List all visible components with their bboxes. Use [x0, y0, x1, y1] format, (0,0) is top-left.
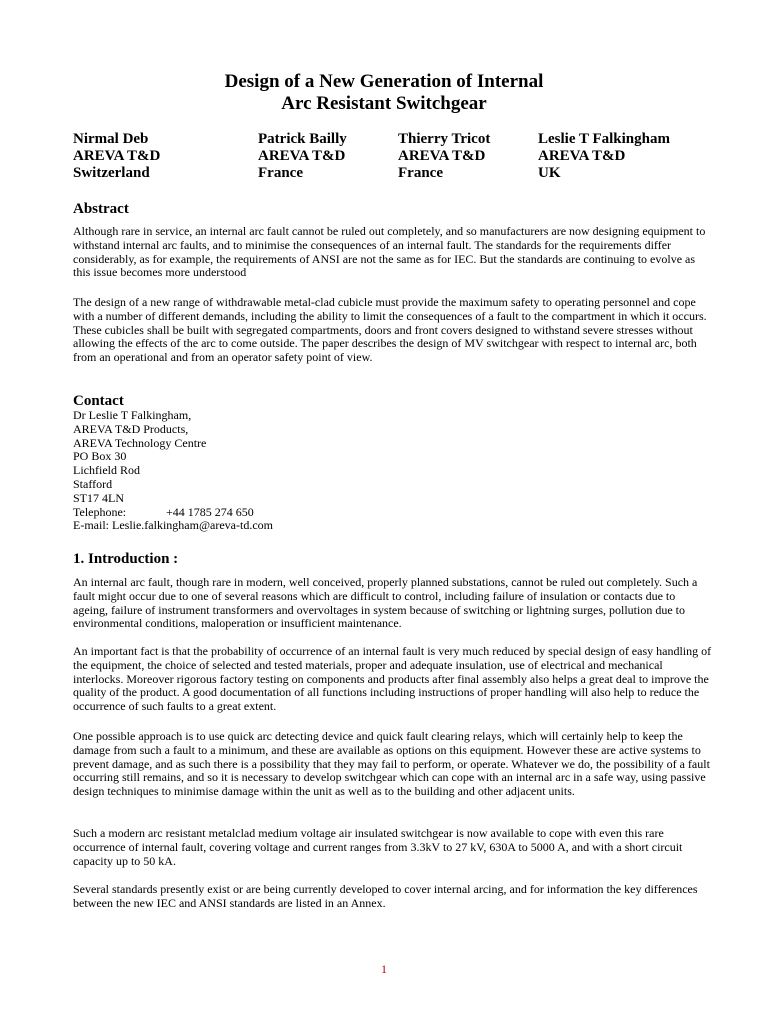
contact-line: ST17 4LN	[73, 490, 124, 505]
author-name: Nirmal Deb	[73, 131, 149, 147]
title-line-2: Arc Resistant Switchgear	[281, 93, 487, 114]
author-country: Switzerland	[73, 165, 150, 181]
author-2	[258, 131, 347, 182]
author-name: Leslie T Falkingham	[538, 131, 670, 147]
abstract-heading: Abstract	[73, 201, 129, 217]
contact-email: E-mail: Leslie.falkingham@areva-td.com	[73, 518, 273, 533]
author-company: AREVA T&D	[398, 148, 486, 164]
author-3	[398, 131, 490, 182]
contact-telephone	[73, 506, 273, 520]
contact-heading: Contact	[73, 393, 124, 409]
page-number: 1	[381, 962, 387, 976]
author-company: AREVA T&D	[538, 148, 626, 164]
author-name: Thierry Tricot	[398, 131, 491, 147]
author-country: France	[258, 165, 303, 181]
contact-line: AREVA Technology Centre	[73, 435, 207, 450]
author-company: AREVA T&D	[73, 148, 161, 164]
introduction-paragraph-1: An internal arc fault, though rare in modern, well conceived, properly planned substations, cannot be ruled out completely. Such a fault might occur due to one of several reasons which are difficult to control, including failure of insulation or contacts due to ageing, failure of instrument transformers and overvoltages in system because of switching or lightning surges, pollution due to environmental conditions, maloperation or insufficient maintenance.	[73, 575, 698, 631]
author-name: Patrick Bailly	[258, 131, 347, 147]
introduction-paragraph-3: One possible approach is to use quick arc detecting device and quick fault clearing relays, which will certainly help to keep the damage from such a fault to a minimum, and these are available as options on this equipment. However these are active systems to prevent damage, and as such there is a possibility that they may fail to perform, or operate. Whatever we do, the possibility of a fault occurring still remains, and so it is necessary to develop switchgear which can cope with an internal arc in a safe way, using passive design techniques to minimise damage within the unit as well as to the building and other adjacent units.	[73, 729, 710, 799]
title-line-1: Design of a New Generation of Internal	[224, 71, 544, 92]
author-country: France	[398, 165, 443, 181]
contact-line: Lichfield Rod	[73, 463, 140, 478]
introduction-heading: 1. Introduction :	[73, 551, 179, 567]
author-country: UK	[538, 165, 561, 181]
author-4	[538, 131, 670, 182]
author-1	[73, 131, 160, 182]
author-company: AREVA T&D	[258, 148, 346, 164]
introduction-paragraph-4: Such a modern arc resistant metalclad medium voltage air insulated switchgear is now available to cope with even this rare occurrence of internal fault, covering voltage and current ranges from 3.3kV to 27 kV, 630A to 5000 A, and with a short circuit capacity up to 50 kA.	[73, 826, 683, 868]
contact-line: Stafford	[73, 476, 113, 491]
telephone-label: Telephone:	[73, 504, 127, 519]
contact-line: PO Box 30	[73, 449, 127, 464]
contact-line: AREVA T&D Products,	[73, 421, 189, 436]
introduction-paragraph-5: Several standards presently exist or are being currently developed to cover internal arcing, and for information the key differences between the new IEC and ANSI standards are listed in an Annex.	[73, 882, 698, 910]
telephone-value: +44 1785 274 650	[166, 504, 254, 519]
introduction-paragraph-2: An important fact is that the probability of occurrence of an internal fault is very much reduced by special design of easy handling of the equipment, the choice of selected and tested materials, proper and adequate insulation, use of electrical and mechanical interlocks. Moreover rigorous factory testing on components and products after final assembly also helps a great deal to improve the quality of the product. A good documentation of all functions including instructions of proper handling will also help to reduce the occurrence of such faults to a great extent.	[73, 644, 712, 714]
abstract-paragraph-2: The design of a new range of withdrawable metal-clad cubicle must provide the maximum safety to operating personnel and cope with a number of different demands, including the ability to limit the consequences of a fault to the compartment in which it occurs. These cubicles shall be built with segregated compartments, doors and front covers designed to withstand severe stresses without allowing the effects of the arc to come outside. The paper describes the design of MV switchgear with respect to internal arc, both from an operational and from an operator safety point of view.	[73, 295, 707, 365]
abstract-paragraph-1: Although rare in service, an internal arc fault cannot be ruled out completely, and so manufacturers are now designing equipment to withstand internal arc faults, and to minimise the consequences of an internal fault. The standards for the requirements differ considerably, as for example, the requirements of ANSI are not the same as for IEC. But the standards are continuing to evolve as this issue becomes more understood	[73, 224, 706, 280]
contact-details	[73, 409, 273, 533]
contact-line: Dr Leslie T Falkingham,	[73, 408, 192, 422]
